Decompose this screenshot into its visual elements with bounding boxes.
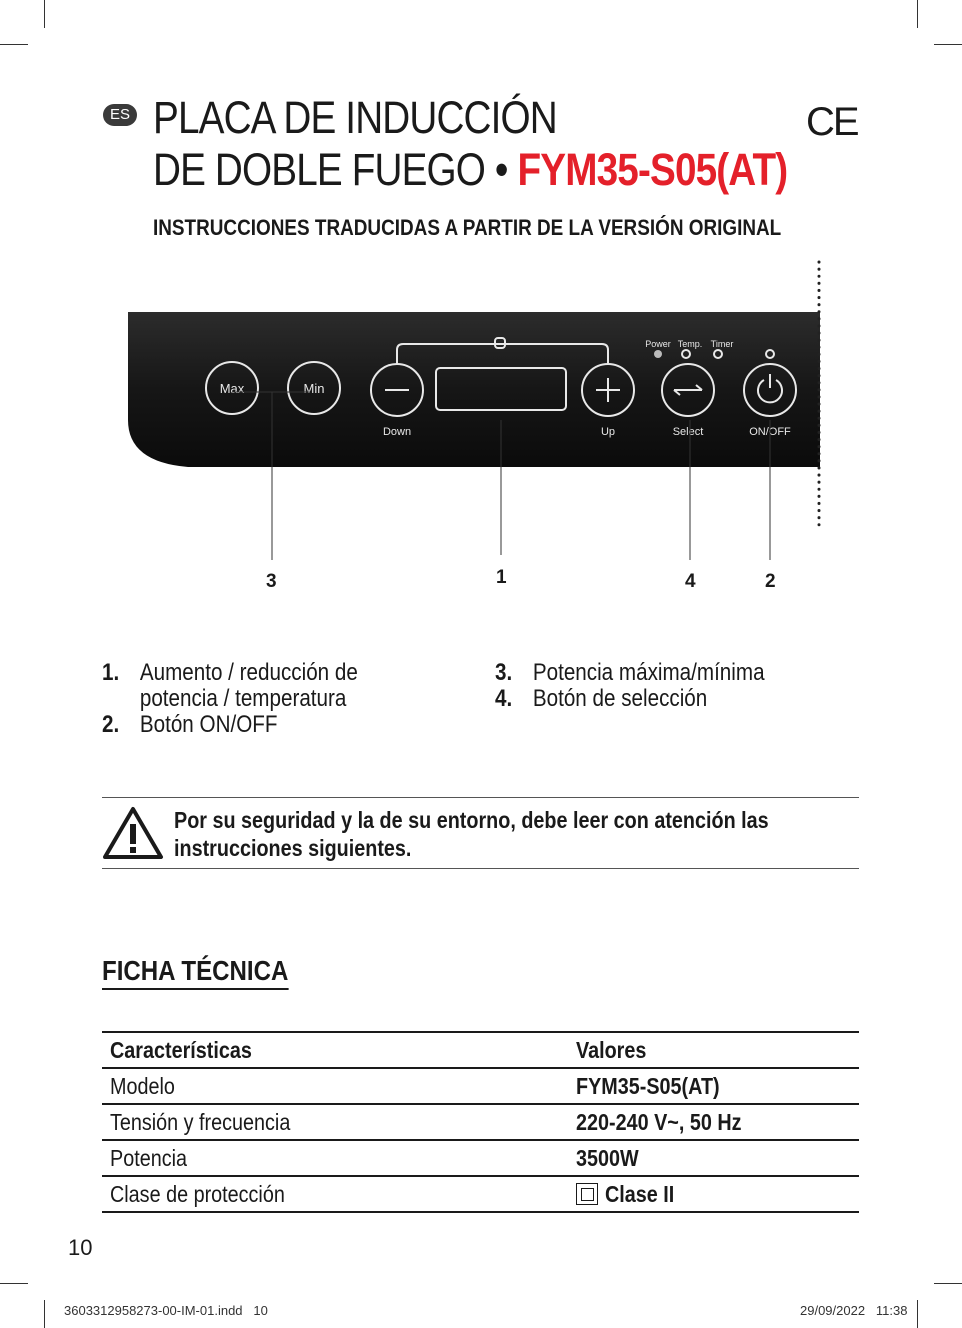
table-cell: Potencia	[110, 1144, 187, 1171]
table-cell: FYM35-S05(AT)	[576, 1072, 720, 1099]
crop-mark	[0, 1283, 28, 1284]
footer-file: 3603312958273-00-IM-01.indd 10	[64, 1303, 268, 1318]
max-label: Max	[219, 381, 245, 396]
warning-icon	[102, 806, 164, 860]
footer-date: 29/09/2022 11:38	[800, 1303, 908, 1318]
language-badge: ES	[103, 104, 137, 126]
title-model: FYM35-S05(AT)	[517, 144, 788, 195]
legend-item-3: 3. Potencia máxima/mínima	[495, 659, 765, 686]
callout-4: 4	[685, 571, 696, 592]
legend-item-2: 2. Botón ON/OFF	[102, 711, 278, 738]
power-label: Power	[645, 339, 671, 349]
min-label: Min	[303, 381, 325, 396]
table-cell: 220-240 V~, 50 Hz	[576, 1108, 742, 1135]
callout-line-3	[232, 392, 310, 560]
crop-mark	[934, 44, 962, 45]
spec-table	[102, 1031, 859, 1213]
table-cell: Clase de protección	[110, 1180, 285, 1207]
table-cell: Clase II	[605, 1180, 675, 1207]
callout-lines	[0, 380, 962, 570]
ce-mark-icon: CE	[806, 100, 858, 144]
table-cell: Modelo	[110, 1072, 175, 1099]
legend-item-1: 1. Aumento / reducción de potencia / temperatura	[102, 659, 358, 712]
crop-mark	[917, 0, 918, 28]
select-label: Select	[672, 426, 704, 438]
table-header: Valores	[576, 1036, 647, 1063]
table-row	[102, 1140, 859, 1176]
onoff-label: ON/OFF	[749, 426, 791, 438]
callout-1: 1	[496, 567, 507, 588]
timer-label: Timer	[710, 339, 734, 349]
section-title: FICHA TÉCNICA	[102, 955, 288, 990]
crop-mark	[44, 0, 45, 28]
callout-3: 3	[266, 571, 277, 592]
table-row	[102, 1176, 859, 1212]
callout-2: 2	[765, 571, 776, 592]
title-line-1: PLACA DE INDUCCIÓN	[153, 92, 557, 143]
crop-mark	[0, 44, 28, 45]
crop-mark	[934, 1283, 962, 1284]
table-cell: 3500W	[576, 1144, 639, 1171]
page-number: 10	[68, 1235, 93, 1260]
table-header-row	[102, 1032, 859, 1068]
table-header: Características	[110, 1036, 252, 1063]
title-line-2: DE DOBLE FUEGO • FYM35-S05(AT)	[153, 144, 788, 195]
subtitle: INSTRUCCIONES TRADUCIDAS A PARTIR DE LA VERSIÓN ORIGINAL	[153, 215, 782, 240]
legend-item-4: 4. Botón de selección	[495, 685, 708, 712]
page-title	[153, 92, 787, 196]
crop-mark	[917, 1300, 918, 1328]
table-row	[102, 1068, 859, 1104]
crop-mark	[44, 1300, 45, 1328]
temp-label: Temp.	[677, 339, 703, 349]
class-ii-icon	[576, 1183, 598, 1205]
table-cell: Tensión y frecuencia	[110, 1108, 291, 1135]
down-label: Down	[382, 426, 412, 438]
warning-text: Por su seguridad y la de su entorno, debe leer con atención las instrucciones siguientes.	[174, 807, 769, 861]
table-row	[102, 1104, 859, 1140]
title-bullet: •	[494, 144, 508, 195]
up-label: Up	[600, 426, 616, 438]
